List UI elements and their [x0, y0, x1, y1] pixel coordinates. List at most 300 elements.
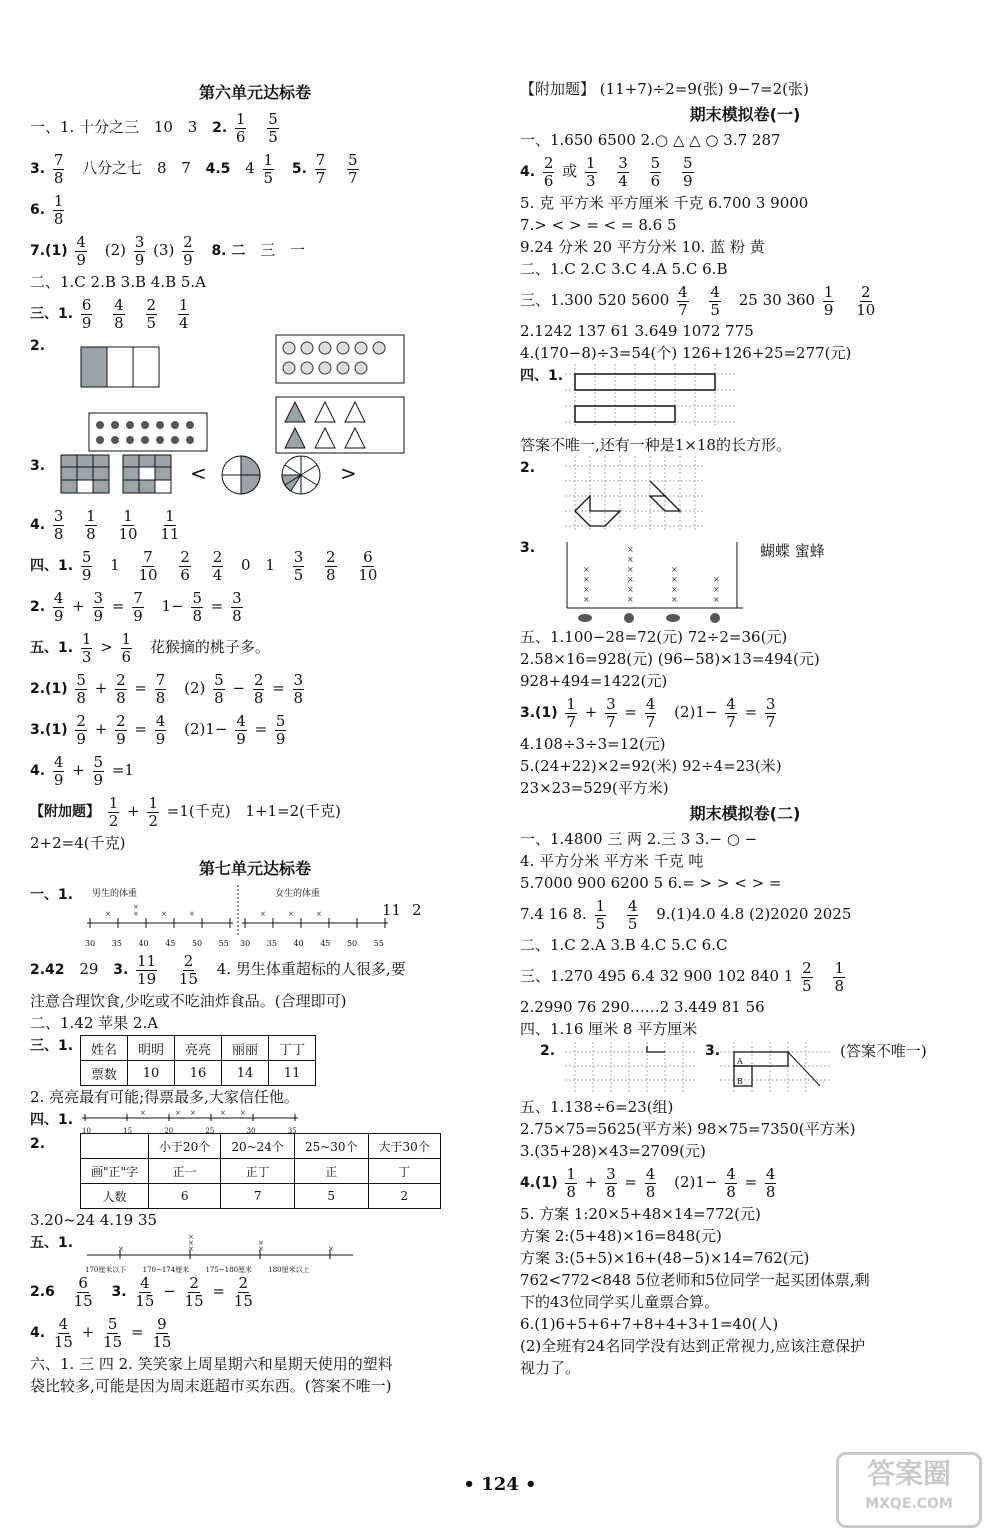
answer-text: (2)1− [674, 703, 718, 721]
fraction: $\frac{3}{8}$ [232, 588, 242, 625]
final-exam-1-title: 期末模拟卷(一) [689, 105, 801, 124]
answer-line: 928+494=1422(元) [520, 672, 668, 690]
circle-sector-figure [220, 454, 262, 496]
answer-line: 5.7000 900 6200 5 6.= > > < > = [520, 874, 782, 892]
fraction: $\frac{3}{9}$ [134, 232, 145, 269]
fraction: $\frac{4}{8}$ [645, 1164, 656, 1201]
question-number: 三、1. [30, 306, 74, 322]
answer-line: 5.(24+22)×2=92(米) 92÷4=23(米) [520, 757, 782, 775]
answer-line [30, 709, 480, 750]
fraction: $\frac{5}{8}$ [214, 670, 224, 707]
operator: = [272, 679, 285, 697]
question-number: 2. [30, 338, 46, 354]
fraction: $\frac{3}{4}$ [618, 153, 628, 190]
answer-line [30, 148, 480, 189]
answer-line: 2.58×16=928(元) (96−58)×13=494(元) [520, 650, 820, 668]
table-cell: 正 [294, 1159, 368, 1184]
fraction: $\frac{4}{9}$ [155, 711, 166, 748]
question-number: 4.5 [205, 161, 231, 177]
answer-line: 五、1.138÷6=23(组) [520, 1098, 674, 1116]
fraction: $\frac{7}{9}$ [133, 588, 143, 625]
fraction: $\frac{2}{4}$ [212, 547, 223, 584]
operator: = [134, 720, 147, 738]
fraction: $\frac{1}{8}$ [86, 506, 96, 543]
figure-block [520, 536, 970, 626]
table-cell: 5 [294, 1184, 368, 1209]
fraction: $\frac{1}{5}$ [595, 896, 606, 933]
answer-line: 四、1.16 厘米 8 平方厘米 [520, 1020, 698, 1038]
question-number: 三、1. [30, 1038, 74, 1054]
table-row [81, 1061, 316, 1086]
answer-line: 2.2990 76 290……2 3.449 81 56 [520, 998, 765, 1016]
svg-text:×: × [583, 575, 590, 584]
table-cell: 小于20个 [149, 1134, 221, 1159]
svg-text:×: × [140, 1109, 146, 1117]
answer-text: 3 [187, 118, 198, 136]
answer-line [30, 504, 480, 545]
question-number: 2.6 [30, 1284, 55, 1300]
table-cell: 姓名 [81, 1036, 128, 1061]
answer-line: 二、1.C 2.C 3.C 4.A 5.C 6.B [520, 260, 728, 278]
svg-text:×: × [627, 545, 634, 554]
answer-line: 一、1.650 6500 2.○ △ △ ○ 3.7 287 [520, 131, 781, 149]
svg-text:×: × [188, 1233, 194, 1241]
chart-label: 女生的体重 [275, 889, 321, 899]
area-grid-figure [565, 1042, 695, 1092]
operator: > [100, 638, 113, 656]
answer-line [30, 230, 480, 271]
answer-line: 23×23=529(平方米) [520, 779, 669, 797]
table-cell: 25~30个 [294, 1134, 368, 1159]
answer-text: 蝴蝶 蜜蜂 [760, 542, 825, 560]
figure-block [30, 1231, 480, 1274]
question-number: 4. [30, 517, 46, 533]
table-cell: 票数 [81, 1061, 128, 1086]
question-number: 3. [705, 1043, 721, 1059]
answer-line: 5. 克 平方米 平方厘米 千克 6.700 3 9000 [520, 194, 809, 212]
operator: + [81, 1323, 95, 1341]
page-number-value: 124 [481, 1474, 519, 1495]
answer-line [520, 1162, 970, 1203]
insect-tally-chart [565, 542, 745, 626]
answer-line: 方案 3:(5+5)×16+(48−5)×14=762(元) [520, 1249, 810, 1267]
answer-line [30, 189, 480, 230]
grid-square-figure [122, 454, 172, 494]
table-cell: 明明 [128, 1036, 175, 1061]
answer-text: (2) [184, 679, 206, 697]
table-row [81, 1184, 441, 1209]
operator: + [94, 679, 108, 697]
left-column [30, 78, 480, 1397]
operator: − [232, 679, 246, 697]
fraction: $\frac{1}{8}$ [834, 958, 844, 995]
svg-text:×: × [671, 565, 678, 574]
fraction: $\frac{1}{6}$ [235, 109, 246, 146]
fraction: $\frac{2}{5}$ [146, 295, 157, 332]
answer-text: 8 [156, 159, 167, 177]
fraction: $\frac{4}{9}$ [236, 711, 246, 748]
fraction: $\frac{1}{8}$ [53, 191, 64, 228]
svg-text:×: × [288, 910, 294, 918]
weight-tally-chart [240, 901, 390, 933]
svg-text:×: × [713, 585, 720, 594]
question-number: 四、1. [520, 368, 564, 384]
fraction: $\frac{2}{6}$ [543, 153, 554, 190]
answer-line: 3.20~24 4.19 35 [30, 1211, 158, 1229]
answer-line [30, 293, 480, 334]
question-number: 四、1. [30, 558, 74, 574]
svg-text:×: × [713, 595, 720, 604]
question-number: 2. [540, 1043, 556, 1059]
fraction: $\frac{4}{7}$ [726, 694, 736, 731]
svg-text:×: × [260, 910, 266, 918]
answer-text: 或 [562, 162, 578, 180]
svg-text:×: × [316, 910, 322, 918]
shaded-rectangle-figure [80, 346, 160, 388]
svg-text:×: × [627, 565, 634, 574]
question-number: 3. [30, 161, 46, 177]
compare-sign: < [190, 461, 207, 485]
answer-line: 3.(35+28)×43=2709(元) [520, 1142, 706, 1160]
fraction: $\frac{5}{8}$ [192, 588, 202, 625]
watermark-text: 答案圈 [866, 1457, 951, 1490]
fraction: $\frac{1}{9}$ [823, 282, 834, 319]
fraction: $\frac{2}{9}$ [116, 711, 126, 748]
answer-text: 1+1=2(千克) [245, 802, 341, 820]
answer-line [30, 668, 480, 709]
fraction: $\frac{7}{10}$ [138, 547, 158, 584]
answer-line [30, 586, 480, 627]
question-number: 四、1. [30, 1112, 74, 1128]
answer-text: (2) [104, 241, 126, 259]
fraction: $\frac{4}{8}$ [726, 1164, 736, 1201]
table-cell: 大于30个 [368, 1134, 440, 1159]
svg-text:×: × [583, 595, 590, 604]
answer-line: 2. 亮亮最有可能;得票最多,大家信任他。 [30, 1088, 299, 1106]
table-cell: 人数 [81, 1184, 149, 1209]
operator: + [72, 597, 85, 615]
watermark-logo [836, 1452, 982, 1528]
fraction: $\frac{7}{8}$ [53, 150, 64, 187]
operator: + [72, 761, 85, 779]
answer-line: 【附加题】 (11+7)÷2=9(张) 9−7=2(张) [520, 80, 809, 98]
svg-text:×: × [627, 575, 634, 584]
answer-text: 花猴摘的桃子多。 [149, 638, 270, 656]
figure-block [520, 364, 970, 434]
operator: = [254, 720, 268, 738]
fraction: $\frac{1}{8}$ [566, 1164, 576, 1201]
answer-line: 2+2=4(千克) [30, 834, 126, 852]
svg-text:×: × [258, 1239, 264, 1247]
table-cell: 2 [368, 1184, 440, 1209]
answer-line [30, 627, 480, 668]
question-number: 3. [30, 458, 46, 474]
answer-line [520, 692, 970, 733]
answer-line: 4.(170−8)÷3=54(个) 126+126+25=277(元) [520, 344, 852, 362]
fraction: $\frac{2}{15}$ [184, 1273, 204, 1310]
svg-text:×: × [240, 1109, 246, 1117]
fraction: $\frac{5}{9}$ [81, 547, 92, 584]
svg-text:×: × [133, 910, 139, 918]
fraction: $\frac{4}{9}$ [53, 752, 64, 789]
fraction: $\frac{2}{5}$ [802, 958, 812, 995]
table-cell: 6 [149, 1184, 221, 1209]
vote-table [80, 1035, 316, 1086]
svg-text:×: × [627, 595, 634, 604]
question-number: 一、1. [30, 887, 74, 903]
fraction: $\frac{3}{7}$ [606, 694, 616, 731]
answer-line: 一、1.4800 三 两 2.三 3 3.− ○ − [520, 830, 758, 848]
svg-text:×: × [583, 565, 590, 574]
fraction: $\frac{5}{15}$ [103, 1314, 123, 1351]
answer-text: (2)1− [184, 720, 228, 738]
fraction: $\frac{4}{8}$ [765, 1164, 776, 1201]
answer-text: 1 [265, 556, 275, 574]
mushroom-group-figure [275, 334, 405, 384]
question-number: 2. [212, 120, 228, 136]
question-number: 4. [520, 164, 536, 180]
svg-text:×: × [161, 910, 167, 918]
operator: + [94, 720, 108, 738]
figure-block [520, 1040, 970, 1096]
fraction: $\frac{5}{5}$ [268, 109, 278, 146]
answer-text: 7 [181, 159, 191, 177]
answer-line: 六、1. 三 四 2. 笑笑家上周星期六和星期天使用的塑料 [30, 1355, 393, 1373]
answer-text: =1 [111, 761, 134, 779]
fraction: $\frac{3}{8}$ [606, 1164, 616, 1201]
table-cell: 正丁 [221, 1159, 295, 1184]
answer-line: 方案 2:(5+48)×16=848(元) [520, 1227, 722, 1245]
answer-line: 二、1.42 苹果 2.A [30, 1014, 159, 1032]
fraction: $\frac{5}{6}$ [650, 153, 661, 190]
table-row [81, 1159, 441, 1184]
tally-table [80, 1133, 441, 1209]
answer-text: (3) [153, 241, 175, 259]
figure-block [30, 454, 480, 504]
fraction: $\frac{4}{5}$ [710, 282, 720, 319]
tick-labels: 30 35 40 45 50 55 [85, 939, 229, 948]
question-number: 2. [30, 599, 46, 615]
answer-line: (2)全班有24名同学没有达到正常视力,应该注意保护 [520, 1337, 866, 1355]
fraction: $\frac{3}{9}$ [93, 588, 104, 625]
answer-text: (2)1− [674, 1173, 718, 1191]
table-cell: 丽丽 [222, 1036, 269, 1061]
grid-rectangle-figure [565, 364, 735, 428]
table-cell: 亮亮 [175, 1036, 222, 1061]
chart-label: 男生的体重 [92, 889, 138, 899]
answer-text: 4 [245, 159, 255, 177]
answer-line [30, 1312, 480, 1353]
svg-text:×: × [583, 585, 590, 594]
svg-text:×: × [671, 585, 678, 594]
question-number: 6. [30, 202, 46, 218]
operator: = [130, 1323, 144, 1341]
fraction: $\frac{5}{9}$ [93, 752, 104, 789]
right-column [520, 78, 970, 1379]
triangle-group-figure [275, 396, 405, 454]
fraction: $\frac{3}{8}$ [53, 506, 64, 543]
operator: = [744, 703, 758, 721]
question-number: 2. [30, 1136, 46, 1152]
fraction: $\frac{1}{4}$ [178, 295, 189, 332]
weight-tally-chart [85, 901, 235, 933]
table-cell: 14 [222, 1061, 269, 1086]
tick-labels: 10 15 20 25 30 35 [82, 1127, 297, 1135]
question-number: 3.(1) [520, 705, 558, 721]
answer-text: 2 [412, 901, 422, 919]
table-cell: 16 [175, 1061, 222, 1086]
question-number: 2. [520, 460, 536, 476]
area-grid-figure [720, 1042, 830, 1092]
answer-line: 9.24 分米 20 平方分米 10. 蓝 粉 黄 [520, 238, 765, 256]
fraction: $\frac{4}{15}$ [53, 1314, 73, 1351]
question-number: 3.(1) [30, 722, 68, 738]
fraction: $\frac{1}{10}$ [118, 506, 138, 543]
fraction: $\frac{2}{8}$ [253, 670, 264, 707]
answer-line [30, 949, 480, 990]
fraction: $\frac{2}{8}$ [116, 670, 126, 707]
unit6-title: 第六单元达标卷 [198, 83, 311, 102]
answer-text: 三 [260, 241, 276, 259]
question-number: 4.(1) [520, 1175, 558, 1191]
answer-line [30, 107, 480, 148]
question-number: 3. [113, 962, 129, 978]
answer-line: 4. 平方分米 平方米 千克 吨 [520, 852, 704, 870]
fraction: $\frac{2}{10}$ [856, 282, 876, 319]
question-number: 3. [520, 540, 536, 556]
table-cell: 正一 [149, 1159, 221, 1184]
answer-line: 下的43位同学买儿童票合算。 [520, 1293, 720, 1311]
table-row [81, 1036, 316, 1061]
question-number: 2.42 [30, 962, 65, 978]
svg-text:×: × [133, 903, 139, 911]
svg-text:×: × [627, 585, 634, 594]
tick-labels: 170厘米以下 170~174厘米 175~180厘米 180厘米以上 [85, 1266, 310, 1274]
fraction: $\frac{4}{5}$ [627, 896, 638, 933]
fraction: $\frac{4}{7}$ [678, 282, 688, 319]
operator: = [624, 703, 637, 721]
table-cell: 画"正"字 [81, 1159, 149, 1184]
svg-text:×: × [188, 1245, 194, 1253]
question-number: 8. 二 [211, 243, 246, 259]
answer-text: 25 30 360 [738, 291, 816, 309]
fraction: $\frac{5}{8}$ [76, 670, 86, 707]
fraction: $\frac{1}{5}$ [263, 150, 274, 187]
unit7-title: 第七单元达标卷 [198, 859, 311, 878]
fraction: $\frac{1}{11}$ [160, 506, 180, 543]
grid-square-figure [60, 454, 110, 494]
fraction: $\frac{1}{7}$ [566, 694, 576, 731]
answer-text: 0 [241, 556, 251, 574]
svg-text:×: × [671, 575, 678, 584]
question-number: 7.(1) [30, 243, 68, 259]
height-tally-line [85, 1231, 355, 1259]
answer-text: 一、1. 十分之三 [30, 118, 140, 136]
watermark-url: MXQE.COM [865, 1496, 953, 1512]
answer-line: 5. 方案 1:20×5+48×14=772(元) [520, 1205, 761, 1223]
fraction: $\frac{6}{9}$ [81, 295, 92, 332]
answer-line: 二、1.C 2.B 3.B 4.B 5.A [30, 273, 207, 291]
fraction: $\frac{1}{2}$ [108, 793, 119, 830]
answer-line: 2.75×75=5625(平方米) 98×75=7350(平方米) [520, 1120, 856, 1138]
answer-text: 八分之七 [82, 159, 143, 177]
table-cell: 10 [128, 1061, 175, 1086]
operator: + [127, 802, 140, 820]
compare-sign: > [340, 461, 357, 485]
operator: = [212, 1282, 225, 1300]
operator: = [134, 679, 147, 697]
fraction: $\frac{4}{9}$ [53, 588, 64, 625]
table-cell: 丁 [368, 1159, 440, 1184]
answer-text: 11 [382, 901, 402, 919]
fraction: $\frac{5}{9}$ [682, 153, 693, 190]
circle-sector-figure [280, 454, 322, 496]
operator: − [163, 1282, 176, 1300]
answer-text: 三、1.300 520 5600 [520, 291, 670, 309]
question-number: 4. [30, 1325, 46, 1341]
dot-grid-figure [88, 412, 208, 452]
answer-text: (答案不唯一) [840, 1042, 927, 1060]
fraction: $\frac{3}{7}$ [765, 694, 776, 731]
fraction: $\frac{1}{3}$ [585, 153, 596, 190]
table-cell: 7 [221, 1184, 295, 1209]
answer-line: 7.> < > = < = 8.6 5 [520, 216, 677, 234]
svg-text:A: A [737, 1057, 743, 1066]
svg-text:×: × [189, 910, 195, 918]
answer-text: 4. 男生体重超标的人很多,要 [216, 960, 406, 978]
answer-text: 29 [79, 960, 99, 978]
fraction: $\frac{2}{15}$ [233, 1273, 253, 1310]
fraction: $\frac{1}{3}$ [81, 629, 92, 666]
fraction: $\frac{3}{5}$ [293, 547, 304, 584]
fraction: $\frac{1}{6}$ [121, 629, 132, 666]
operator: = [111, 597, 125, 615]
fraction: $\frac{2}{8}$ [326, 547, 336, 584]
fraction: $\frac{2}{9}$ [76, 711, 86, 748]
final-exam-2-title: 期末模拟卷(二) [689, 804, 801, 823]
answer-text: 10 [153, 118, 173, 136]
page-number: • 124 • [463, 1474, 537, 1495]
operator: + [584, 703, 598, 721]
answer-text: 9.(1)4.0 4.8 (2)2020 2025 [656, 905, 852, 923]
answer-line: 二、1.C 2.A 3.B 4.C 5.C 6.C [520, 936, 728, 954]
answer-text: 三、1.270 495 6.4 32 900 102 840 1 [520, 967, 794, 985]
figure-block [30, 883, 480, 949]
answer-text: 1 [110, 556, 120, 574]
operator: + [584, 1173, 598, 1191]
svg-text:×: × [627, 555, 634, 564]
svg-text:×: × [175, 1109, 181, 1117]
svg-text:×: × [188, 1239, 194, 1247]
fraction: $\frac{4}{15}$ [135, 1273, 155, 1310]
answer-line [30, 750, 480, 791]
answer-line [520, 894, 970, 934]
svg-text:×: × [328, 1245, 334, 1253]
svg-text:B: B [737, 1077, 743, 1086]
svg-text:×: × [671, 595, 678, 604]
answer-text: 7.4 16 8. [520, 905, 587, 923]
answer-line: 注意合理饮食,少吃或不吃油炸食品。(合理即可) [30, 992, 347, 1010]
table-cell: 11 [269, 1061, 316, 1086]
question-number: 5. [291, 161, 307, 177]
answer-line: 2.1242 137 61 3.649 1072 775 [520, 322, 754, 340]
operator: = [744, 1173, 758, 1191]
symmetry-grid-figure [565, 456, 705, 532]
svg-text:×: × [118, 1245, 124, 1253]
fraction: $\frac{3}{8}$ [293, 670, 304, 707]
fraction: $\frac{6}{15}$ [73, 1273, 93, 1310]
figure-block [520, 456, 970, 536]
